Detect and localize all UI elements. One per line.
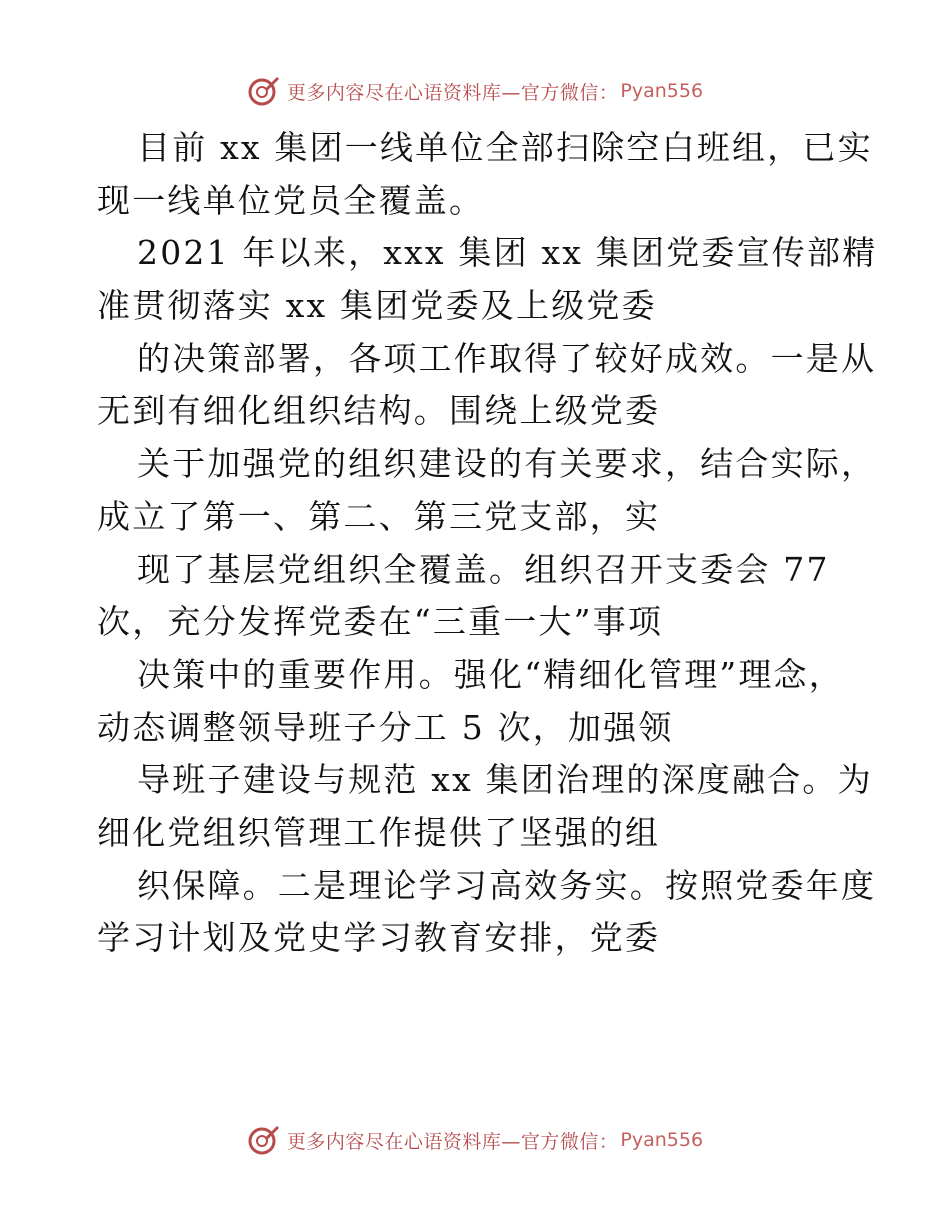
document-body [97, 122, 878, 965]
body-line: 次，充分发挥党委在“三重一大”事项 [97, 602, 664, 642]
body-line: 关于加强党的组织建设的有关要求，结合实际， [137, 444, 877, 484]
body-line: 2021 年以来，xxx 集团 xx 集团党委宣传部精 [137, 233, 878, 273]
body-line: 导班子建设与规范 xx 集团治理的深度融合。为 [137, 760, 873, 800]
watermark-text: 更多内容尽在心语资料库—官方微信： [286, 81, 619, 104]
body-line: 细化党组织管理工作提供了坚强的组 [97, 812, 661, 852]
body-line: 织保障。二是理论学习高效务实。按照党委年度 [137, 865, 877, 905]
body-line: 动态调整领导班子分工 5 次，加强领 [97, 707, 674, 747]
body-line: 成立了第一、第二、第三党支部，实 [97, 496, 661, 536]
body-line: 的决策部署，各项工作取得了较好成效。一是从 [137, 338, 877, 378]
pen-logo-icon [247, 74, 281, 108]
footer-watermark [0, 1120, 950, 1160]
body-line: 现了基层党组织全覆盖。组织召开支委会 77 [137, 549, 830, 589]
watermark-text: 更多内容尽在心语资料库—官方微信： [286, 1130, 619, 1153]
body-line: 决策中的重要作用。强化“精细化管理”理念， [137, 654, 844, 694]
body-line: 无到有细化组织结构。围绕上级党委 [97, 391, 661, 431]
watermark-handle: Pyan556 [620, 80, 704, 102]
body-line: 准贯彻落实 xx 集团党委及上级党委 [97, 286, 657, 326]
body-line: 目前 xx 集团一线单位全部扫除空白班组，已实 [137, 128, 873, 167]
body-line: 现一线单位党员全覆盖。 [97, 180, 485, 220]
watermark-handle: Pyan556 [620, 1129, 704, 1151]
body-line: 学习计划及党史学习教育安排，党委 [97, 918, 661, 958]
pen-logo-icon [247, 1123, 281, 1157]
header-watermark [0, 71, 950, 111]
